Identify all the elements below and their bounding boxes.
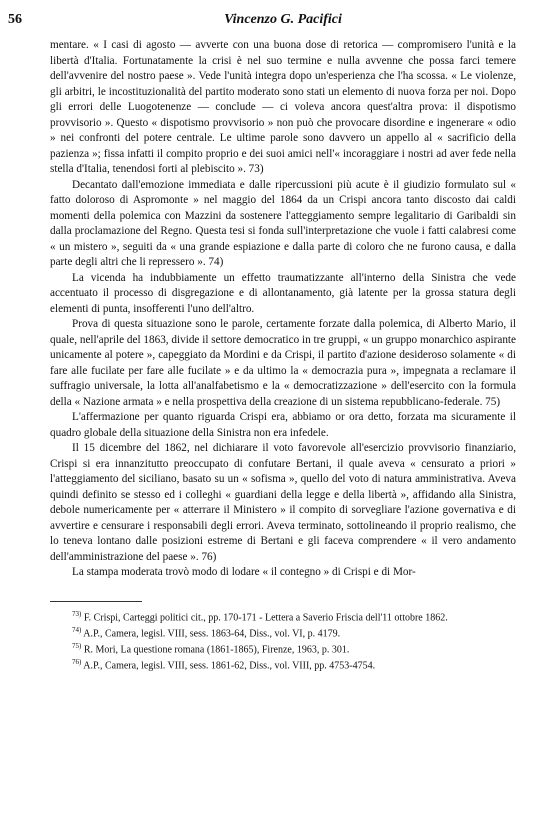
footnotes bbox=[50, 608, 516, 673]
paragraph: La vicenda ha indubbiamente un effetto traumatizzante all'interno della Sinistra che vede accentuato il processo di disgregazione e di allontanamento, già latente per la grossa statura degli elementi di punta, insofferenti l'uno dell'altro. bbox=[50, 271, 516, 315]
page-number: 56 bbox=[8, 12, 22, 27]
footnote-text: F. Crispi, Carteggi politici cit., pp. 170-171 - Lettera a Saverio Friscia dell'11 ottobre 1862. bbox=[83, 611, 448, 623]
paragraph: Decantato dall'emozione immediata e dalle ripercussioni più acute è il giudizio formulato sul « fatto doloroso di Aspromonte » nel maggio del 1864 da un Crispi ancora tanto discosto dai caldi momenti della polemica con Mazzini da sostenere l'atteggiamento sempre legalitario di Garibaldi sin dalla proclamazione del Regno. Questa tesi si fonda sull'interpretazione che vuole i fatti calabresi come « un mistero », seguiti da « una grande espiazione e dalla parte di coloro che ne furono causa, e dalla parte degli altri che li repressero ». 74) bbox=[50, 178, 516, 268]
footnote-number: 74) bbox=[72, 625, 82, 634]
footnote-number: 76) bbox=[72, 658, 82, 667]
book-page bbox=[8, 12, 516, 673]
footnote-number: 73) bbox=[72, 609, 82, 618]
footnote-number: 75) bbox=[72, 642, 82, 651]
paragraph: L'affermazione per quanto riguarda Crispi era, abbiamo or ora detto, forzata ma sicuramente il quadro globale della situazione della Sinistra non era infedele. bbox=[50, 411, 516, 439]
page-header bbox=[8, 12, 516, 38]
running-title: Vincenzo G. Pacifici bbox=[224, 12, 342, 27]
footnote-text: A.P., Camera, legisl. VIII, sess. 1863-64, Diss., vol. VI, p. 4179. bbox=[83, 628, 341, 640]
footnote-text: A.P., Camera, legisl. VIII, sess. 1861-62, Diss., vol. VIII, pp. 4753-4754. bbox=[83, 660, 376, 672]
footnote bbox=[50, 640, 516, 656]
paragraph: La stampa moderata trovò modo di lodare « il contegno » di Crispi e di Mor- bbox=[72, 566, 416, 578]
paragraph: mentare. « I casi di agosto — avverte con una buona dose di retorica — compromisero l'unità e la libertà d'Italia. Fortunatamente la crisi è nel suo termine e nulla avvenne che possa farci temere dell'avvenire del nostro paese ». Vede l'unità integra dopo un'esperienza che l'ha scossa. « Le violenze, gli arbitri, le incostituzionalità del partito moderato sono stati un elemento di nuova forza per noi. Dopo gli errori delle Luogotenenze — conclude — ci voleva ancora quest'altra prova: il dispotismo provvisorio ». Questo « dispotismo provvisorio » non può che provocare disordine e ingenerare « odio » nei confronti del potere centrale. Le ultime parole sono davvero un appello al « sacrificio della pazienza »; fissa infatti il compito proprio e dei suoi amici nell'« incoraggiare i nostri ad aver fede nella stella d'Italia, tenendosi forti al plebiscito ». 73) bbox=[50, 39, 516, 175]
footnote bbox=[50, 608, 516, 624]
paragraph: Prova di questa situazione sono le parole, certamente forzate dalla polemica, di Alberto Mario, il quale, nell'aprile del 1863, divide il settore democratico in tre gruppi, « un gruppo monarchico aspirante unicamente al potere », capeggiato da Mordini e da Crispi, il partito d'azione desideroso solamente « di fare alle fucilate per fare alle fucilate » e da ultimo la « democrazia pura », impegnata a reclamare il suffragio universale, la lotta all'analfabetismo e la « democratizzazione » dell'esercito con la formula della « Nazione armata » e nella prospettiva della creazione di un sistema repubblicano-federale. 75) bbox=[50, 318, 516, 408]
body-text bbox=[50, 38, 516, 581]
footnote bbox=[50, 624, 516, 640]
paragraph: Il 15 dicembre del 1862, nel dichiarare il voto favorevole all'esercizio provvisorio finanziario, Crispi si era innanzitutto preoccupato di confutare Bertani, il quale aveva « censurato a priori » l'atteggiamento del siciliano, basato su un « sofisma », quello del voto di natura amministrativa. Aveva quindi definito se stesso ed i colleghi « guardiani della legge e della libertà », affidando alla Sinistra, debole numericamente per « atterrare il Ministero » il compito di sorvegliare l'azione governativa e di avvertire e censurare i responsabili degli errori. Aveva terminato, sottolineando il proprio realismo, che lo teneva lontano dalle posizioni estreme di Bertani e gli faceva comprendere « il vero andamento dell'amministrazione del paese ». 76) bbox=[50, 442, 516, 563]
footnote bbox=[50, 656, 516, 672]
footnote-text: R. Mori, La questione romana (1861-1865), Firenze, 1963, p. 301. bbox=[83, 644, 350, 656]
footnote-divider bbox=[50, 601, 142, 602]
